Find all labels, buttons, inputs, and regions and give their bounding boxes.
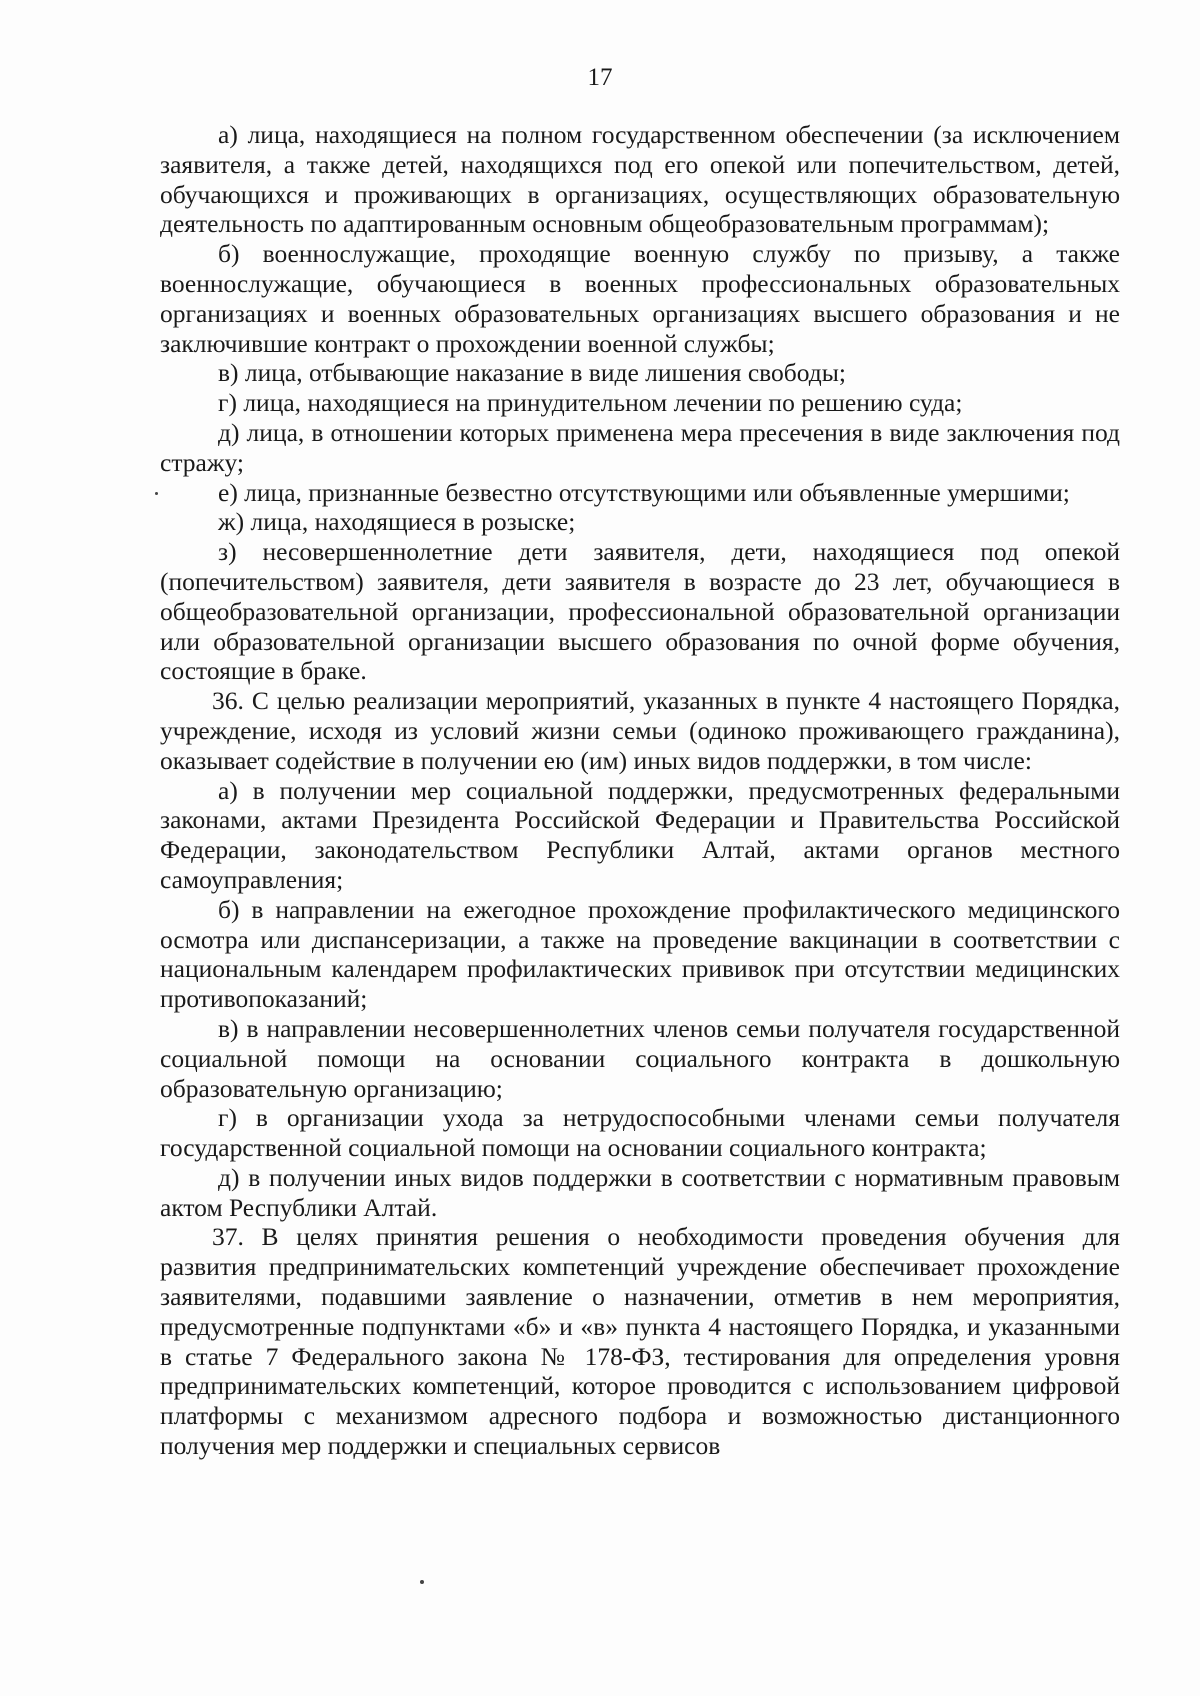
paragraph-36-support-measures: 36. С целью реализации мероприятий, указанных в пункте 4 настоящего Порядка, учреждение, исходя из условий жизни семьи (одиноко проживающего гражданина), оказывает содействие в получении ею (им) иных видов поддержки, в том числе: [160,686,1120,775]
paragraph-36-a-social-support: а) в получении мер социальной поддержки, предусмотренных федеральными законами, актами Президента Российской Федерации и Правительства Российской Федерации, законодательством Республики Алтай, актами органов местного самоуправления; [160,775,1120,894]
paragraph-36-d-other-support: д) в получении иных видов поддержки в соответствии с нормативным правовым актом Республики Алтай. [160,1162,1120,1222]
paragraph-zh-wanted: ж) лица, находящиеся в розыске; [218,507,576,537]
paragraph-37-entrepreneurship-testing: 37. В целях принятия решения о необходимости проведения обучения для развития предпринимательских компетенций учреждение обеспечивает прохождение заявителями, подавшими заявление о назначении, отметив в нем мероприятия, предусмотренные подпунктами «б» и «в» пункта 4 настоящего Порядка, и указанными в статье 7 Федерального закона № 178-ФЗ, тестирования для определения уровня предпринимательских компетенций, которое проводится с использованием цифровой платформы с механизмом адресного подбора и возможностью дистанционного получения мер поддержки и специальных сервисов [160,1222,1120,1461]
paragraph-g-compulsory-treatment: г) лица, находящиеся на принудительном лечении по решению суда; [218,388,963,418]
paragraph-e-missing-or-deceased: е) лица, признанные безвестно отсутствующими или объявленные умершими; [218,477,1070,507]
paragraph-v-imprisoned: в) лица, отбывающие наказание в виде лишения свободы; [218,358,846,388]
document-body [160,120,1120,1461]
paragraph-z-married-minors: з) несовершеннолетние дети заявителя, дети, находящиеся под опекой (попечительством) заявителя, дети заявителя в возрасте до 23 лет, обучающиеся в общеобразовательной организации, профессиональной образовательной организации или образовательной организации высшего образования по очной форме обучения, состоящие в браке. [160,537,1120,686]
paragraph-36-b-medical-exam: б) в направлении на ежегодное прохождение профилактического медицинского осмотра или диспансеризации, а также на проведение вакцинации в соответствии с национальным календарем профилактических прививок при отсутствии медицинских противопоказаний; [160,894,1120,1014]
paragraph-b-military: б) военнослужащие, проходящие военную службу по призыву, а также военнослужащие, обучающиеся в военных профессиональных образовательных организациях и военных образовательных организациях высшего образования и не заключившие контракт о прохождении военной службы; [160,239,1120,358]
paragraph-d-custody: д) лица, в отношении которых применена мера пресечения в виде заключения под стражу; [160,417,1120,477]
paragraph-36-v-preschool: в) в направлении несовершеннолетних членов семьи получателя государственной социальной помощи на основании социального контракта в дошкольную образовательную организацию; [160,1013,1120,1103]
scan-speck [155,492,158,495]
paragraph-a-persons-state-support: а) лица, находящиеся на полном государственном обеспечении (за исключением заявителя, а также детей, находящихся под его опекой или попечительством, детей, обучающихся и проживающих в организациях, осуществляющих образовательную деятельность по адаптированным основным общеобразовательным программам); [160,120,1120,239]
paragraph-36-g-care: г) в организации ухода за нетрудоспособными членами семьи получателя государственной социальной помощи на основании социального контракта; [160,1103,1120,1163]
scan-speck [420,1580,424,1584]
page-number: 17 [587,64,613,91]
